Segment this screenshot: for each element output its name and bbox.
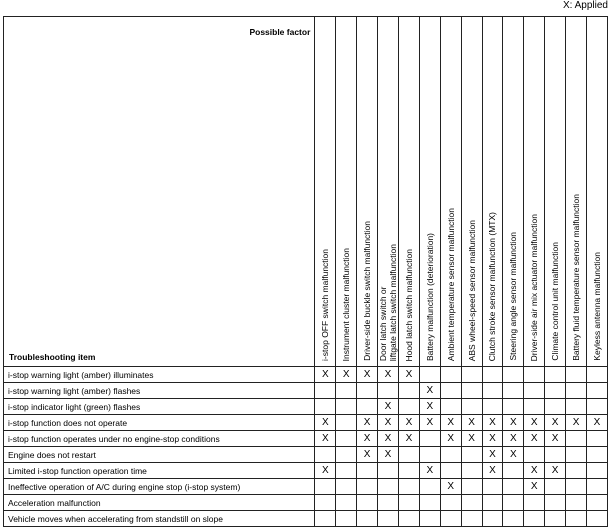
empty-cell — [545, 479, 566, 495]
troubleshooting-table — [3, 16, 608, 527]
empty-cell — [398, 399, 419, 415]
empty-cell — [524, 399, 545, 415]
applied-mark: X — [482, 415, 503, 431]
empty-cell — [357, 511, 378, 527]
empty-cell — [378, 479, 399, 495]
applied-mark: X — [566, 415, 587, 431]
empty-cell — [440, 383, 461, 399]
table-row — [4, 463, 608, 479]
empty-cell — [503, 495, 524, 511]
empty-cell — [419, 479, 440, 495]
empty-cell — [586, 431, 607, 447]
factor-label: Driver-side buckle switch malfunction — [362, 221, 373, 361]
applied-mark: X — [315, 367, 336, 383]
empty-cell — [524, 447, 545, 463]
applied-mark: X — [398, 415, 419, 431]
factor-header-14 — [586, 17, 607, 367]
factor-label: Battery malfunction (deterioration) — [424, 232, 435, 361]
applied-mark: X — [378, 431, 399, 447]
empty-cell — [461, 399, 482, 415]
empty-cell — [440, 367, 461, 383]
troubleshooting-item-label: Troubleshooting item — [9, 352, 96, 362]
empty-cell — [336, 511, 357, 527]
empty-cell — [566, 479, 587, 495]
empty-cell — [315, 511, 336, 527]
empty-cell — [440, 495, 461, 511]
empty-cell — [440, 399, 461, 415]
troubleshooting-item: Acceleration malfunction — [4, 495, 315, 511]
empty-cell — [336, 415, 357, 431]
troubleshooting-item: i-stop warning light (amber) illuminates — [4, 367, 315, 383]
empty-cell — [336, 495, 357, 511]
applied-mark: X — [524, 463, 545, 479]
empty-cell — [461, 495, 482, 511]
empty-cell — [545, 495, 566, 511]
empty-cell — [503, 479, 524, 495]
factor-label: Ambient temperature sensor malfunction — [445, 207, 456, 361]
factor-header-7 — [440, 17, 461, 367]
troubleshooting-item: Vehicle moves when accelerating from standstill on slope — [4, 511, 315, 527]
applied-mark: X — [461, 415, 482, 431]
empty-cell — [440, 447, 461, 463]
empty-cell — [461, 511, 482, 527]
factor-label: Clutch stroke sensor malfunction (MTX) — [487, 211, 498, 361]
empty-cell — [586, 479, 607, 495]
applied-mark: X — [315, 463, 336, 479]
empty-cell — [503, 511, 524, 527]
empty-cell — [566, 367, 587, 383]
empty-cell — [398, 479, 419, 495]
empty-cell — [566, 383, 587, 399]
troubleshooting-item: i-stop warning light (amber) flashes — [4, 383, 315, 399]
applied-mark: X — [357, 431, 378, 447]
factor-label: Hood latch switch malfunction — [403, 248, 414, 361]
applied-mark: X — [357, 447, 378, 463]
factor-header-12 — [545, 17, 566, 367]
empty-cell — [315, 479, 336, 495]
troubleshooting-item: i-stop indicator light (green) flashes — [4, 399, 315, 415]
empty-cell — [482, 383, 503, 399]
factor-label: Keyless antenna malfunction — [591, 252, 602, 361]
applied-mark: X — [315, 431, 336, 447]
factor-label: Battery fluid temperature sensor malfunction — [571, 194, 582, 361]
applied-mark: X — [461, 431, 482, 447]
applied-mark: X — [357, 367, 378, 383]
factor-header-11 — [524, 17, 545, 367]
empty-cell — [461, 367, 482, 383]
troubleshooting-item: Ineffective operation of A/C during engine stop (i-stop system) — [4, 479, 315, 495]
applied-mark: X — [419, 399, 440, 415]
empty-cell — [586, 399, 607, 415]
empty-cell — [398, 383, 419, 399]
empty-cell — [566, 511, 587, 527]
applied-mark: X — [315, 415, 336, 431]
troubleshooting-item: i-stop function operates under no engine-stop conditions — [4, 431, 315, 447]
empty-cell — [586, 447, 607, 463]
factor-header-13 — [566, 17, 587, 367]
empty-cell — [419, 431, 440, 447]
factor-header-6 — [419, 17, 440, 367]
empty-cell — [482, 367, 503, 383]
applied-mark: X — [545, 463, 566, 479]
empty-cell — [398, 447, 419, 463]
empty-cell — [419, 447, 440, 463]
empty-cell — [398, 463, 419, 479]
empty-cell — [461, 479, 482, 495]
table-row — [4, 367, 608, 383]
factor-header-8 — [461, 17, 482, 367]
factor-header-3 — [357, 17, 378, 367]
empty-cell — [461, 463, 482, 479]
empty-cell — [482, 511, 503, 527]
empty-cell — [398, 511, 419, 527]
empty-cell — [315, 383, 336, 399]
empty-cell — [336, 431, 357, 447]
empty-cell — [586, 495, 607, 511]
header-row — [4, 17, 608, 367]
empty-cell — [566, 431, 587, 447]
empty-cell — [545, 399, 566, 415]
applied-mark: X — [440, 415, 461, 431]
factor-header-10 — [503, 17, 524, 367]
empty-cell — [482, 479, 503, 495]
table-row — [4, 399, 608, 415]
applied-mark: X — [482, 431, 503, 447]
empty-cell — [545, 447, 566, 463]
table-row — [4, 383, 608, 399]
empty-cell — [378, 463, 399, 479]
empty-cell — [503, 367, 524, 383]
empty-cell — [419, 495, 440, 511]
table-row — [4, 431, 608, 447]
table-row — [4, 447, 608, 463]
factor-header-1 — [315, 17, 336, 367]
factor-label: i-stop OFF switch malfunction — [320, 249, 331, 361]
empty-cell — [315, 399, 336, 415]
applied-mark: X — [503, 415, 524, 431]
table-row — [4, 415, 608, 431]
empty-cell — [378, 383, 399, 399]
empty-cell — [524, 511, 545, 527]
table-body — [4, 367, 608, 527]
empty-cell — [545, 383, 566, 399]
empty-cell — [482, 399, 503, 415]
empty-cell — [357, 495, 378, 511]
empty-cell — [336, 479, 357, 495]
empty-cell — [586, 511, 607, 527]
applied-mark: X — [440, 431, 461, 447]
empty-cell — [357, 479, 378, 495]
applied-mark: X — [378, 399, 399, 415]
empty-cell — [461, 383, 482, 399]
empty-cell — [315, 447, 336, 463]
empty-cell — [566, 399, 587, 415]
empty-cell — [419, 367, 440, 383]
applied-mark: X — [545, 415, 566, 431]
empty-cell — [315, 495, 336, 511]
possible-factor-label: Possible factor — [249, 27, 311, 37]
empty-cell — [357, 399, 378, 415]
empty-cell — [503, 463, 524, 479]
empty-cell — [336, 383, 357, 399]
empty-cell — [524, 367, 545, 383]
applied-mark: X — [524, 479, 545, 495]
empty-cell — [336, 447, 357, 463]
applied-mark: X — [545, 431, 566, 447]
empty-cell — [357, 463, 378, 479]
empty-cell — [461, 447, 482, 463]
applied-mark: X — [378, 367, 399, 383]
applied-mark: X — [524, 415, 545, 431]
factor-header-4 — [378, 17, 399, 367]
empty-cell — [566, 495, 587, 511]
empty-cell — [440, 463, 461, 479]
header-corner-cell — [4, 17, 315, 367]
table-row — [4, 479, 608, 495]
applied-mark: X — [398, 431, 419, 447]
applied-mark: X — [419, 383, 440, 399]
empty-cell — [586, 383, 607, 399]
empty-cell — [566, 447, 587, 463]
applied-mark: X — [440, 479, 461, 495]
applied-mark: X — [482, 447, 503, 463]
empty-cell — [524, 383, 545, 399]
legend: X: Applied — [562, 0, 608, 11]
empty-cell — [336, 463, 357, 479]
applied-mark: X — [336, 367, 357, 383]
empty-cell — [419, 511, 440, 527]
factor-label: Door latch switch or liftgate latch switch malfunction — [378, 243, 398, 361]
empty-cell — [545, 367, 566, 383]
troubleshooting-item: i-stop function does not operate — [4, 415, 315, 431]
factor-header-5 — [398, 17, 419, 367]
applied-mark: X — [524, 431, 545, 447]
empty-cell — [378, 511, 399, 527]
applied-mark: X — [398, 367, 419, 383]
empty-cell — [586, 367, 607, 383]
empty-cell — [378, 495, 399, 511]
applied-mark: X — [357, 415, 378, 431]
empty-cell — [545, 511, 566, 527]
factor-label: Climate control unit malfunction — [550, 242, 561, 361]
empty-cell — [524, 495, 545, 511]
factor-label: Steering angle sensor malfunction — [508, 232, 519, 361]
applied-mark: X — [419, 415, 440, 431]
empty-cell — [503, 399, 524, 415]
empty-cell — [336, 399, 357, 415]
empty-cell — [503, 383, 524, 399]
empty-cell — [482, 495, 503, 511]
troubleshooting-item: Engine does not restart — [4, 447, 315, 463]
factor-label: Driver-side air mix actuator malfunction — [529, 213, 540, 361]
applied-mark: X — [586, 415, 607, 431]
factor-header-9 — [482, 17, 503, 367]
troubleshooting-item: Limited i-stop function operation time — [4, 463, 315, 479]
empty-cell — [357, 383, 378, 399]
factor-label: ABS wheel-speed sensor malfunction — [466, 219, 477, 361]
table-row — [4, 495, 608, 511]
empty-cell — [586, 463, 607, 479]
empty-cell — [566, 463, 587, 479]
empty-cell — [398, 495, 419, 511]
applied-mark: X — [378, 447, 399, 463]
applied-mark: X — [482, 463, 503, 479]
applied-mark: X — [503, 431, 524, 447]
applied-mark: X — [419, 463, 440, 479]
empty-cell — [440, 511, 461, 527]
applied-mark: X — [503, 447, 524, 463]
applied-mark: X — [378, 415, 399, 431]
factor-label: Instrument cluster malfunction — [341, 247, 352, 361]
table-row — [4, 511, 608, 527]
factor-header-2 — [336, 17, 357, 367]
